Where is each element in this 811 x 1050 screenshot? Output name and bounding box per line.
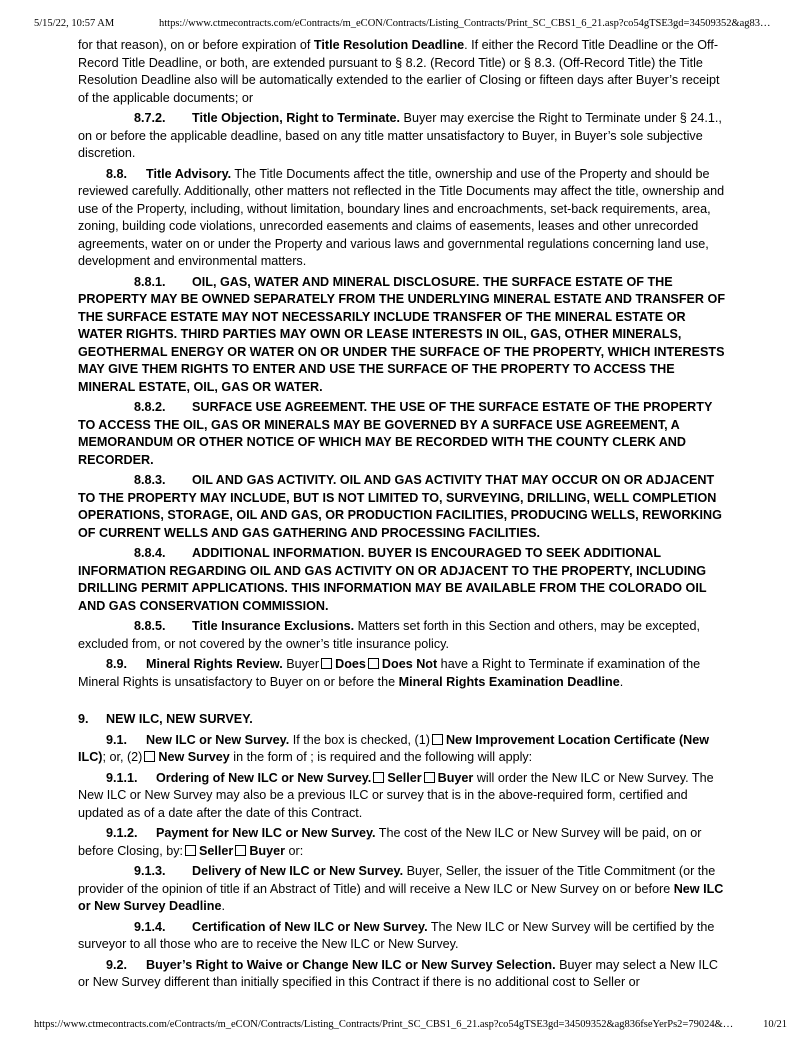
- section-9-1-4: 9.1.4. Certification of New ILC or New Survey. The New ILC or New Survey will be certified by the surveyor to all those who are to receive the New ILC or New Survey.: [78, 919, 715, 951]
- title-resolution-deadline: Title Resolution Deadline: [313, 38, 465, 52]
- does-not-checkbox[interactable]: [368, 658, 379, 669]
- buyer-pay-checkbox[interactable]: [235, 845, 246, 856]
- footer-url[interactable]: https://www.ctmecontracts.com/eContracts/m_eCON/Contracts/Listing_Contracts/Print_SC_CBS1_6_21.asp?co54gTSE3gd=34509352&ag836fseYerPs2=79024&…: [34, 1019, 734, 1030]
- section-8-8-3: 8.8.3. OIL AND GAS ACTIVITY. OIL AND GAS ACTIVITY THAT MAY OCCUR ON OR ADJACENT TO THE PROPERTY MAY INCLUDE, BUT IS NOT LIMITED TO, SURVEYING, DRILLING, WELL COMPLETION OPERATIONS, STORAGE, OIL AND GAS, OR PRODUCTION FACILITIES, PRODUCING WELLS, REWORKING OF CURRENT WELLS AND GAS GATHERING AND PROCESSING FACILITIES.: [78, 473, 722, 540]
- paragraph-continuation: for that reason), on or before expiration of Title Resolution Deadline. If either the Record Title Deadline or the Off-Record Title Deadline, or both, are extended pursuant to § 8.2. (Record Title) or § 8.3. (Off-Record Title) the Title Resolution Deadline also will be automatically extended to the earlier of Closing or fifteen days after Buyer’s receipt of the applicable documents; or: [78, 38, 720, 105]
- does-checkbox[interactable]: [321, 658, 332, 669]
- new-ilc-checkbox[interactable]: [432, 734, 443, 745]
- section-9-1: 9.1. New ILC or New Survey. If the box is checked, (1) New Improvement Location Certificate (New ILC); or, (2) New Survey in the form of ; is required and the following will apply:: [78, 732, 710, 764]
- seller-pay-checkbox[interactable]: [185, 845, 196, 856]
- section-8-8-4: 8.8.4. ADDITIONAL INFORMATION. BUYER IS ENCOURAGED TO SEEK ADDITIONAL INFORMATION REGARDING OIL AND GAS ACTIVITY ON OR ADJACENT TO THE PROPERTY, INCLUDING DRILLING PERMIT APPLICATIONS. THIS INFORMATION MAY BE AVAILABLE FROM THE COLORADO OIL AND GAS CONSERVATION COMMISSION.: [78, 546, 707, 613]
- buyer-order-checkbox[interactable]: [424, 772, 435, 783]
- print-url[interactable]: https://www.ctmecontracts.com/eContracts/m_eCON/Contracts/Listing_Contracts/Print_SC_CBS1_6_21.asp?co54gTSE3gd=34509352&ag83…: [159, 18, 771, 29]
- print-date: 5/15/22, 10:57 AM: [34, 18, 115, 29]
- section-8-9: 8.9. Mineral Rights Review. Buyer Does Does Not have a Right to Terminate if examination of the Mineral Rights is unsatisfactory to Buyer on or before the Mineral Rights Examination Deadline.: [78, 657, 701, 689]
- section-8-7-2: 8.7.2. Title Objection, Right to Terminate. Buyer may exercise the Right to Terminate under § 24.1., on or before the applicable deadline, based on any title matter unsatisfactory to Buyer, in Buyer’s sole subjective discretion.: [78, 111, 722, 160]
- mineral-rights-deadline: Mineral Rights Examination Deadline: [398, 674, 620, 689]
- seller-order-checkbox[interactable]: [373, 772, 384, 783]
- section-8-8-5: 8.8.5. Title Insurance Exclusions. Matters set forth in this Section and others, may be excepted, excluded from, or not covered by the owner’s title insurance policy.: [78, 619, 700, 651]
- section-8-8-1: 8.8.1. OIL, GAS, WATER AND MINERAL DISCLOSURE. THE SURFACE ESTATE OF THE PROPERTY MAY BE OWNED SEPARATELY FROM THE UNDERLYING MINERAL ESTATE AND TRANSFER OF THE SURFACE ESTATE MAY NOT NECESSARILY INCLUDE TRANSFER OF THE MINERAL ESTATE OR WATER RIGHTS. THIRD PARTIES MAY OWN OR LEASE INTERESTS IN OIL, GAS, OTHER MINERALS, GEOTHERMAL ENERGY OR WATER ON OR UNDER THE SURFACE OF THE PROPERTY, WHICH INTERESTS MAY GIVE THEM RIGHTS TO ENTER AND USE THE SURFACE OF THE PROPERTY TO ACCESS THE MINERAL ESTATE, OIL, GAS OR WATER.: [78, 274, 726, 394]
- section-8-8-2: 8.8.2. SURFACE USE AGREEMENT. THE USE OF THE SURFACE ESTATE OF THE PROPERTY TO ACCESS THE OIL, GAS OR MINERALS MAY BE GOVERNED BY A SURFACE USE AGREEMENT, A MEMORANDUM OR OTHER NOTICE OF WHICH MAY BE RECORDED WITH THE COUNTY CLERK AND RECORDER.: [78, 400, 713, 467]
- contract-content: [78, 37, 728, 992]
- section-8-8: 8.8. Title Advisory. The Title Documents affect the title, ownership and use of the Property and should be reviewed carefully. Additionally, other matters not reflected in the Title Documents may affect the title, ownership and use of the Property, including, without limitation, boundary lines and encroachments, set-back requirements, area, zoning, building code violations, unrecorded easements and claims of easements, leases and other unrecorded agreements, water on or under the Property and various laws and governmental regulations concerning land use, development and environmental matters.: [78, 166, 725, 268]
- section-9-1-1: 9.1.1. Ordering of New ILC or New Survey. Seller Buyer will order the New ILC or New Survey. The New ILC or New Survey may also be a previous ILC or survey that is in the above-required form, certified and updated as of a date after the date of this Contract.: [78, 770, 714, 820]
- section-9-heading: 9. NEW ILC, NEW SURVEY.: [78, 712, 253, 726]
- page-number: 10/21: [763, 1019, 787, 1030]
- new-ilc-deadline: New ILC or New Survey Deadline: [78, 881, 724, 913]
- section-9-1-3: 9.1.3. Delivery of New ILC or New Survey. Buyer, Seller, the issuer of the Title Commitment (or the provider of the opinion of title if an Abstract of Title) and will receive a New ILC or New Survey on or before New ILC or New Survey Deadline.: [78, 864, 724, 913]
- new-survey-checkbox[interactable]: [144, 751, 155, 762]
- section-9-1-2: 9.1.2. Payment for New ILC or New Survey. The cost of the New ILC or New Survey will be paid, on or before Closing, by: Seller Buyer or:: [78, 826, 702, 858]
- section-9-2: 9.2. Buyer’s Right to Waive or Change New ILC or New Survey Selection. Buyer may select a New ILC or New Survey different than initially specified in this Contract if there is no additional cost to Seller or: [78, 957, 719, 989]
